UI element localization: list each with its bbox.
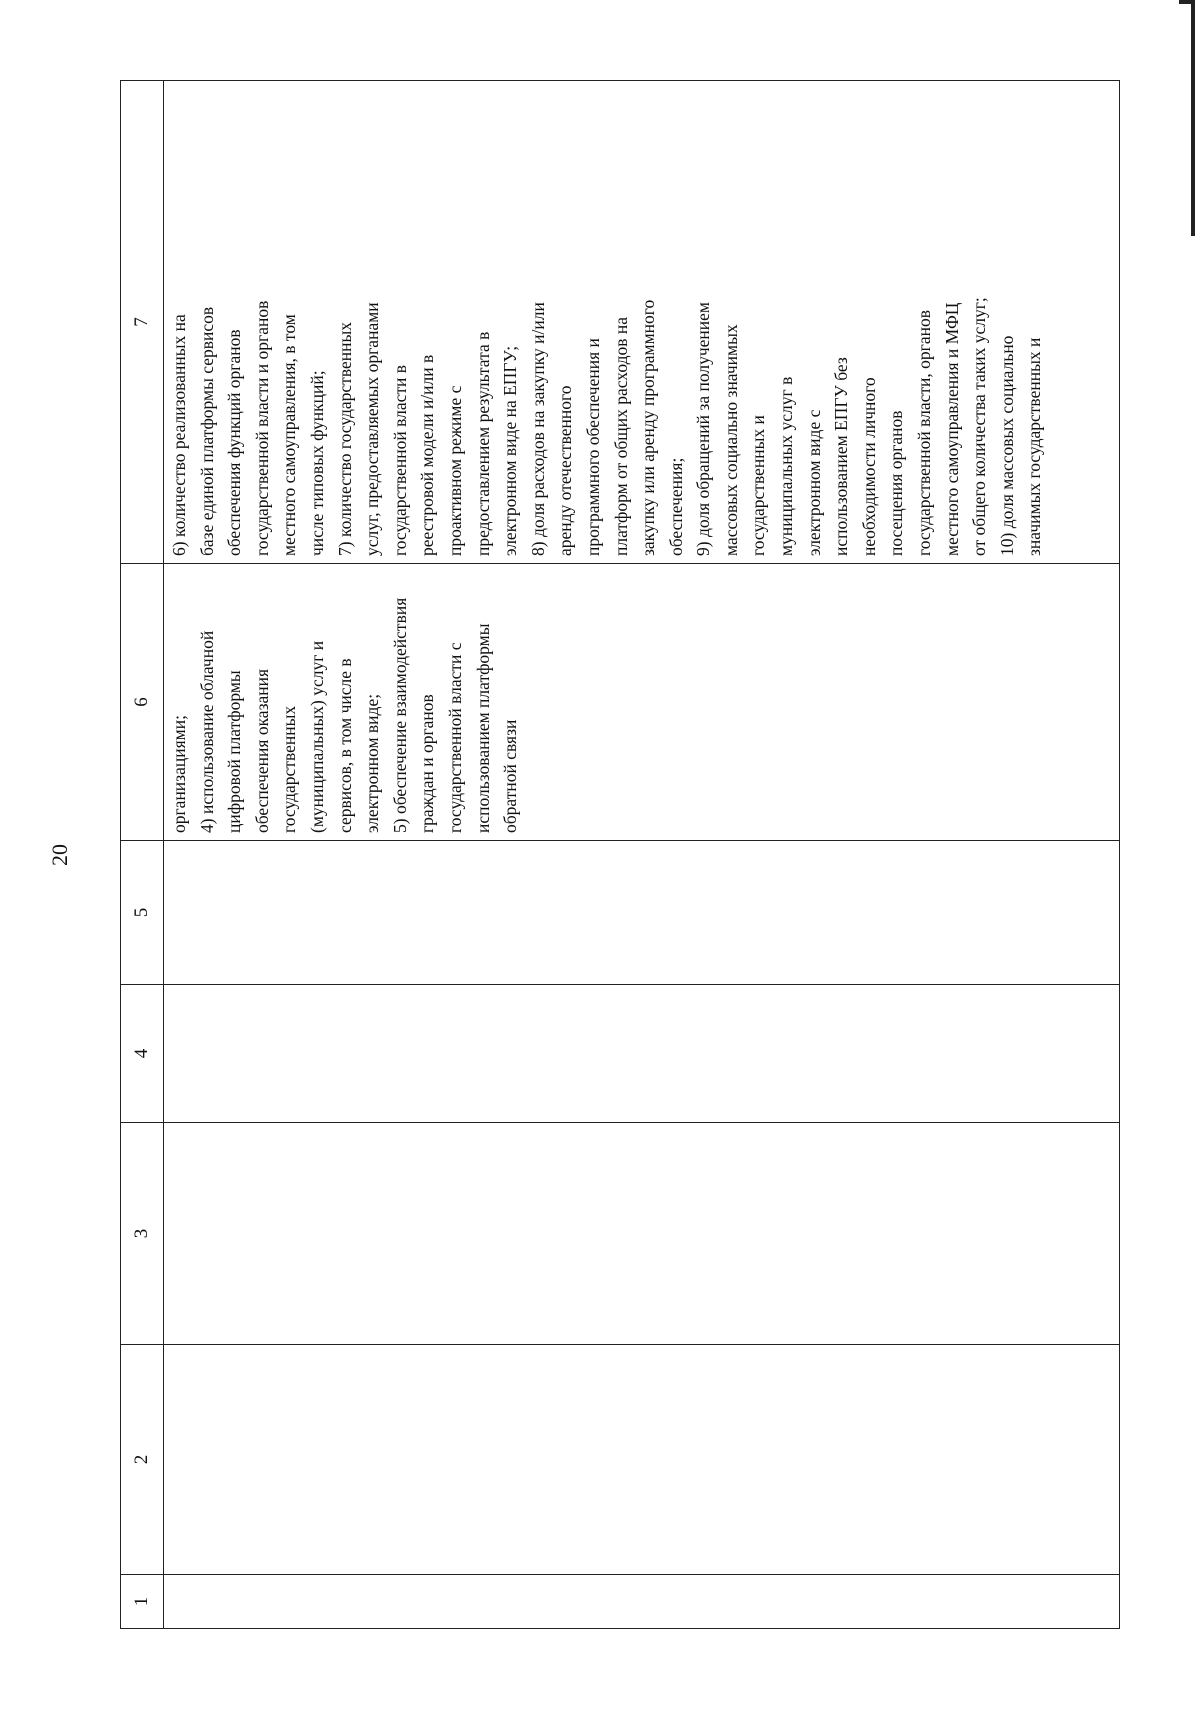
cell-text-line: электронном виде на ЕПГУ; — [500, 345, 521, 556]
cell-text-line: организациями; — [169, 715, 189, 833]
cell-text-line: реестровой модели и/или в — [417, 354, 438, 556]
cell-text-line: государственной власти, органов — [914, 310, 935, 556]
rotated-table-container — [120, 81, 1120, 1629]
cell-text-line: использованием ЕПГУ без — [831, 357, 852, 556]
document-table — [120, 80, 1120, 1629]
cell-text-line: государственной власти и органов — [251, 300, 272, 556]
column-header-4: 4 — [121, 985, 164, 1123]
cell-text-line: 9) доля обращений за получением — [693, 302, 714, 556]
scan-edge-mark-cap — [1179, 0, 1195, 4]
scan-edge-mark — [1191, 0, 1195, 236]
cell-text-line: обеспечения; — [665, 457, 686, 556]
column-header-7: 7 — [121, 81, 164, 564]
cell-text-line: 6) количество реализованных на — [169, 314, 189, 556]
cell-text-line: 8) доля расходов на закупку и/или — [527, 302, 548, 556]
cell-text-line: 4) использование облачной — [196, 630, 217, 833]
cell-text-line: 7) количество государственных — [334, 322, 355, 556]
cell-text-line: государственных — [279, 705, 300, 833]
cell-text-line: программного обеспечения и — [582, 338, 603, 556]
cell-text-line: аренду отечественного — [555, 385, 576, 556]
column-header-5: 5 — [121, 841, 164, 985]
cell-col-4 — [164, 985, 1120, 1123]
cell-text-line: необходимости личного — [858, 377, 879, 556]
table-row — [164, 81, 1120, 1629]
cell-text-line: сервисов, в том числе в — [334, 658, 355, 833]
cell-text-line: платформ от общих расходов на — [610, 316, 631, 556]
cell-text-line: государственной власти с — [444, 642, 465, 833]
cell-col-1 — [164, 1575, 1120, 1629]
cell-text-line: использованием платформы — [472, 623, 493, 833]
cell-text-line: муниципальных услуг в — [776, 376, 797, 556]
cell-text-line: граждан и органов — [417, 694, 438, 833]
cell-text-line: государственных и — [748, 415, 769, 556]
cell-text-line: местного самоуправления, в том — [279, 314, 300, 556]
page-number: 20 — [47, 844, 72, 866]
cell-text-line: обратной связи — [500, 719, 521, 833]
cell-text-line: обеспечения оказания — [251, 668, 272, 833]
cell-text-line: закупку или аренду программного — [638, 299, 659, 556]
column-header-2: 2 — [121, 1345, 164, 1575]
cell-col-7 — [164, 81, 1120, 564]
cell-col-3 — [164, 1123, 1120, 1345]
cell-text-line: 10) доля массовых социально — [996, 335, 1017, 556]
cell-text-line: государственной власти в — [389, 364, 410, 556]
cell-text-line: 5) обеспечение взаимодействия — [389, 597, 410, 833]
cell-text-line: электронном виде; — [362, 693, 383, 833]
cell-text-line: местного самоуправления и МФЦ — [941, 302, 962, 556]
cell-col-6 — [164, 564, 1120, 841]
cell-text-line: предоставлением результата в — [472, 331, 493, 556]
cell-col-2 — [164, 1345, 1120, 1575]
cell-text-line: посещения органов — [886, 410, 907, 556]
cell-text-line: от общего количества таких услуг; — [969, 297, 990, 556]
cell-col-5 — [164, 841, 1120, 985]
column-header-6: 6 — [121, 564, 164, 841]
column-header-3: 3 — [121, 1123, 164, 1345]
column-header-1: 1 — [121, 1575, 164, 1629]
cell-text-line: массовых социально значимых — [720, 324, 741, 556]
cell-text-line: услуг, предоставляемых органами — [362, 302, 383, 556]
cell-text-line: (муниципальных) услуг и — [306, 640, 327, 833]
cell-text-line: базе единой платформы сервисов — [196, 306, 217, 556]
cell-text-line: значимых государственных и — [1024, 337, 1045, 556]
table-header-row — [121, 81, 164, 1629]
cell-text-line: цифровой платформы — [224, 670, 245, 833]
cell-text-line: проактивном режиме с — [444, 385, 465, 556]
cell-text-line: обеспечения функций органов — [224, 329, 245, 556]
cell-text-line: электронном виде с — [803, 409, 824, 556]
cell-text-line: числе типовых функций; — [306, 370, 327, 556]
